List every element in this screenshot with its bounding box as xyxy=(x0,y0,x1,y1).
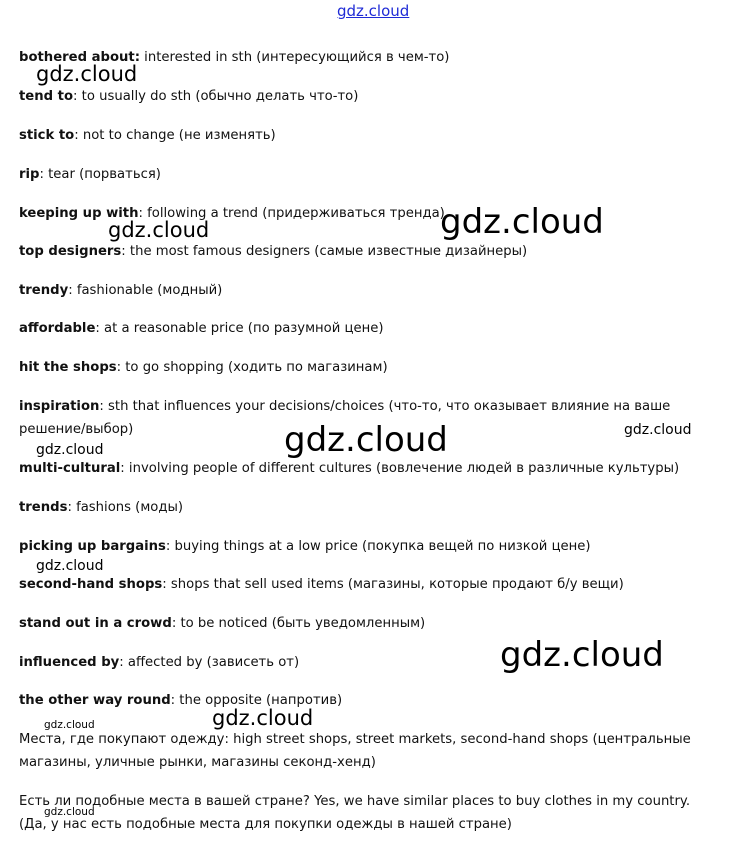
vocab-entry xyxy=(19,612,425,635)
watermark: gdz.cloud xyxy=(108,218,210,242)
watermark: gdz.cloud xyxy=(624,422,692,438)
vocab-term: the other way round xyxy=(19,693,171,708)
vocab-term: stand out in a crowd xyxy=(19,616,172,631)
vocab-definition: : tear (порваться) xyxy=(39,167,161,182)
watermark: gdz.cloud xyxy=(36,442,104,458)
vocab-term: stick to xyxy=(19,128,75,143)
vocab-term: influenced by xyxy=(19,655,120,670)
vocab-term: inspiration xyxy=(19,399,100,414)
watermark-link[interactable]: gdz.cloud xyxy=(337,2,410,20)
vocab-term: affordable xyxy=(19,321,96,336)
vocab-term: top designers xyxy=(19,244,122,259)
vocab-term: multi-cultural xyxy=(19,461,121,476)
watermark: gdz.cloud xyxy=(44,806,95,818)
watermark: gdz.cloud xyxy=(44,719,95,731)
vocab-definition: : affected by (зависеть от) xyxy=(119,655,300,670)
vocab-term: trends xyxy=(19,500,68,515)
vocab-definition: : to go shopping (ходить по магазинам) xyxy=(116,360,388,375)
vocab-entry xyxy=(19,317,383,340)
vocab-entry xyxy=(19,496,183,519)
vocab-term: picking up bargains xyxy=(19,539,166,554)
vocab-entry xyxy=(19,240,527,263)
vocab-term: hit the shops xyxy=(19,360,117,375)
watermark: gdz.cloud xyxy=(36,62,138,86)
vocab-definition: : involving people of different cultures (вовлечение людей в различные культуры) xyxy=(120,461,680,476)
watermark: gdz.cloud xyxy=(284,420,448,460)
vocab-term: bothered about: xyxy=(19,50,140,65)
vocab-entry xyxy=(19,124,276,147)
vocab-term: rip xyxy=(19,167,40,182)
vocab-definition: : sth that influences your decisions/choices (что-то, что оказывает влияние на ваше решение/выбор) xyxy=(19,399,671,437)
vocab-definition: : at a reasonable price (по разумной цене) xyxy=(95,321,384,336)
vocab-entry xyxy=(19,163,161,186)
vocab-entry xyxy=(19,457,679,480)
vocab-definition: : the opposite (напротив) xyxy=(170,693,343,708)
watermark: gdz.cloud xyxy=(212,706,314,730)
vocab-definition: : following a trend (придерживаться тренда) xyxy=(138,206,445,221)
vocab-term: tend to xyxy=(19,89,74,104)
vocab-definition: : fashionable (модный) xyxy=(68,283,223,298)
vocab-definition: : shops that sell used items (магазины, которые продают б/у вещи) xyxy=(162,577,624,592)
vocab-definition: : not to change (не изменять) xyxy=(74,128,276,143)
vocab-entry xyxy=(19,573,624,596)
vocab-definition: : fashions (моды) xyxy=(67,500,184,515)
paragraph-places: Места, где покупают одежду: high street shops, street markets, second-hand shops (центральные магазины, уличные рынки, магазины секонд-хенд) xyxy=(19,732,691,770)
vocab-definition: : to be noticed (быть уведомленным) xyxy=(171,616,426,631)
vocab-entry xyxy=(19,85,358,108)
vocab-definition: interested in sth (интересующийся в чем-то) xyxy=(139,50,450,65)
vocab-entry xyxy=(19,651,299,674)
vocab-definition: : to usually do sth (обычно делать что-то) xyxy=(73,89,359,104)
vocab-entry xyxy=(19,202,445,225)
vocab-term: keeping up with xyxy=(19,206,139,221)
vocab-definition: : the most famous designers (самые известные дизайнеры) xyxy=(121,244,528,259)
vocab-entry xyxy=(19,356,388,379)
vocab-term: trendy xyxy=(19,283,69,298)
vocab-entry xyxy=(19,279,222,302)
watermark: gdz.cloud xyxy=(36,558,104,574)
watermark: gdz.cloud xyxy=(440,202,604,242)
watermark: gdz.cloud xyxy=(500,635,664,675)
vocab-definition: : buying things at a low price (покупка вещей по низкой цене) xyxy=(165,539,591,554)
vocab-entry xyxy=(19,535,591,558)
paragraph-question: Есть ли подобные места в вашей стране? Yes, we have similar places to buy clothes in my country. (Да, у нас есть подобные места для покупки одежды в нашей стране) xyxy=(19,794,691,832)
vocab-term: second-hand shops xyxy=(19,577,163,592)
